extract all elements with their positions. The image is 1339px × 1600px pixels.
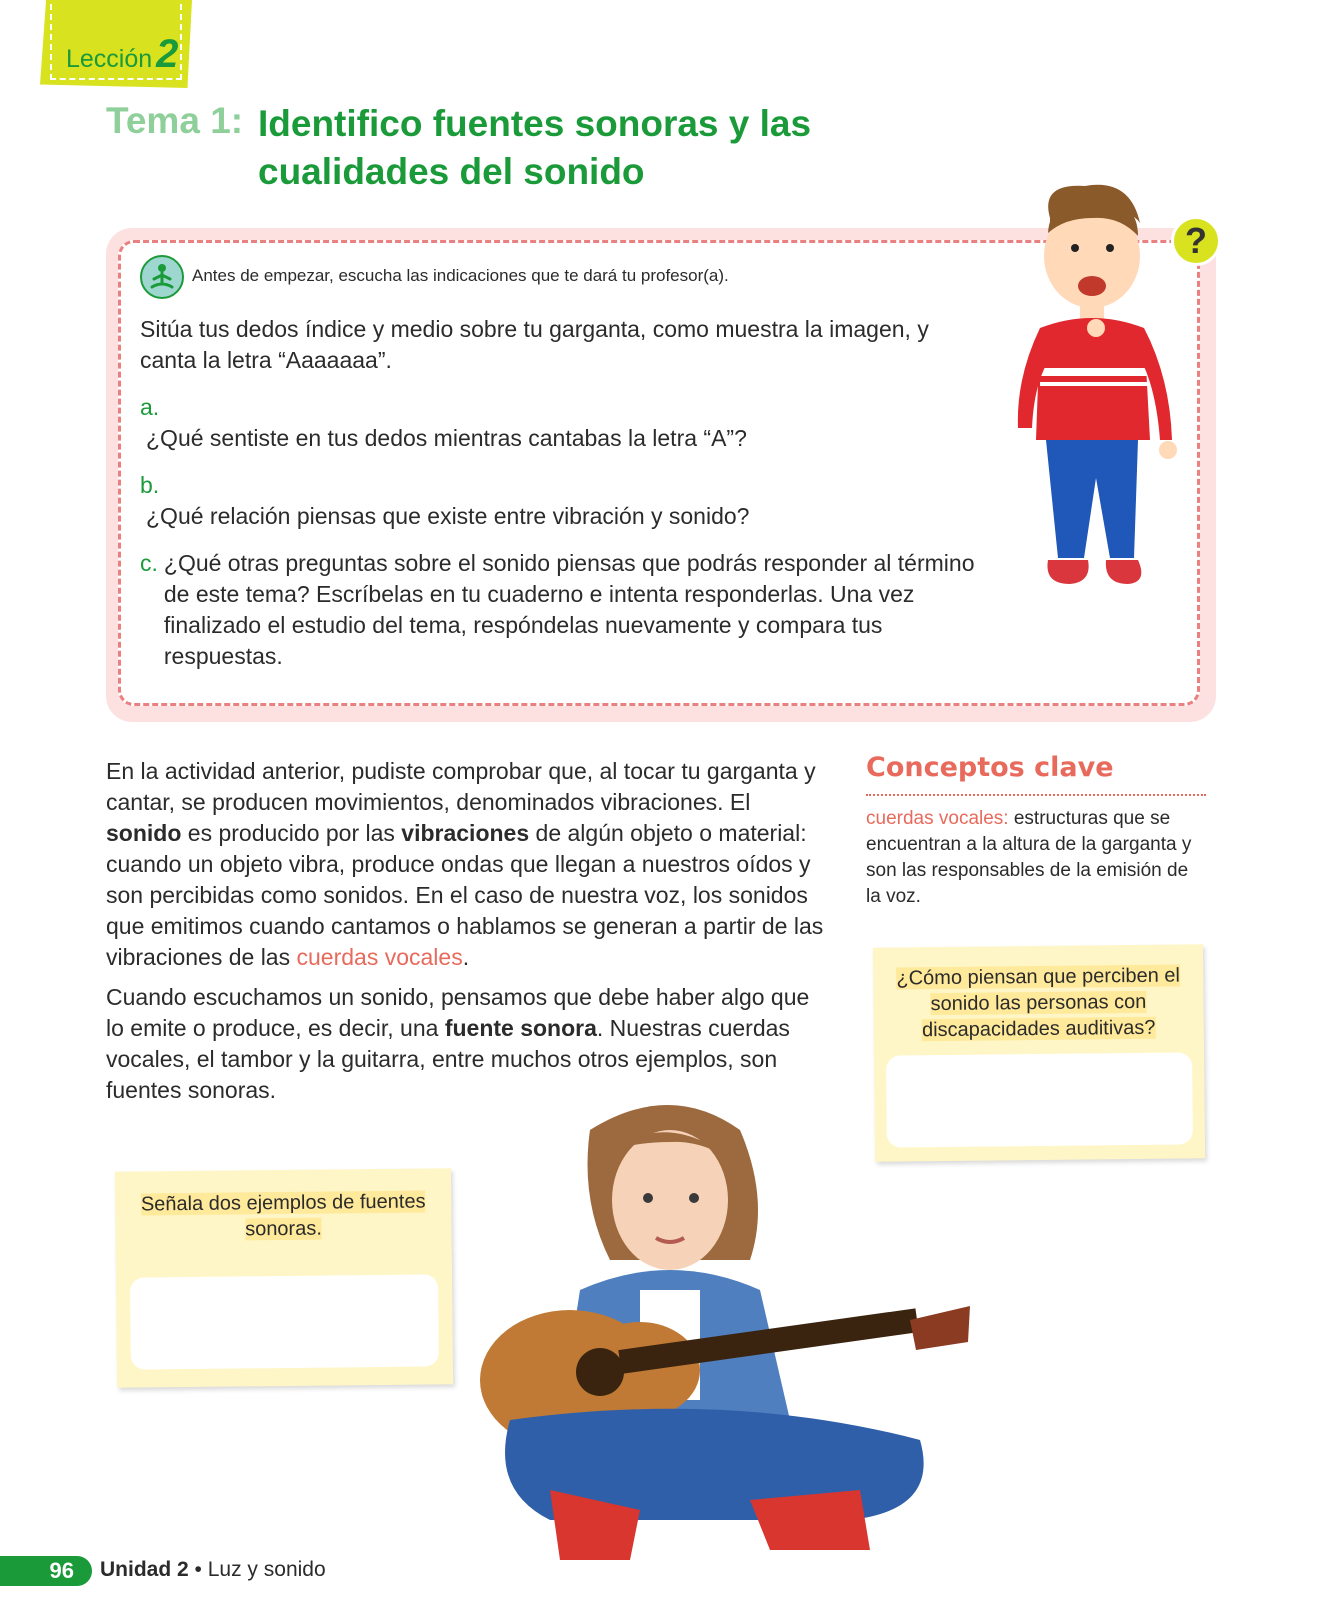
- question-text: ¿Qué relación piensas que existe entre vibración y sonido?: [146, 503, 750, 529]
- key-concepts-title: Conceptos clave: [866, 752, 1114, 783]
- text-run: es producido por las: [181, 820, 402, 846]
- sticky-note-prompt-text: Señala dos ejemplos de fuentes sonoras.: [140, 1190, 426, 1241]
- text-run: En la actividad anterior, pudiste comprobar que, al tocar tu garganta y cantar, se producen movimientos, denominados vibraciones. El: [106, 758, 816, 815]
- sticky-note-prompt: [873, 944, 1204, 1043]
- sticky-note-prompt-text: ¿Cómo piensan que perciben el sonido las personas con discapacidades auditivas?: [896, 964, 1181, 1042]
- question-mark-icon: ?: [1171, 216, 1221, 266]
- keyword-sonido: sonido: [106, 820, 182, 846]
- key-concept-term: cuerdas vocales:: [866, 808, 1009, 829]
- answer-field[interactable]: [130, 1274, 439, 1369]
- meditation-icon: [140, 255, 184, 299]
- body-paragraph-1: [106, 756, 826, 973]
- question-letter: b.: [140, 472, 160, 498]
- question-b: [140, 470, 980, 532]
- boy-illustration: [1010, 178, 1190, 618]
- footer-subject: Luz y sonido: [207, 1558, 326, 1581]
- lesson-label-text: Lección: [66, 45, 153, 73]
- question-letter: c.: [140, 550, 158, 576]
- divider: [866, 794, 1206, 796]
- page-title: Identifico fuentes sonoras y las cualidades del sonido: [258, 103, 812, 192]
- question-letter: a.: [140, 394, 160, 420]
- question-a: [140, 392, 980, 454]
- key-concept-text: estructuras que se encuentran a la altura de la garganta y son las responsables de la emisión de la voz.: [866, 808, 1192, 907]
- question-c: [140, 548, 1000, 672]
- intro-note: Antes de empezar, escucha las indicaciones que te dará tu profesor(a).: [192, 266, 729, 285]
- text-run: . Nuestras cuerdas vocales, el tambor y la guitarra, entre muchos otros ejemplos, son fuentes sonoras.: [106, 1015, 790, 1103]
- lesson-number: 2: [156, 32, 179, 76]
- lesson-label: [66, 32, 178, 77]
- footer-unit: Unidad 2: [100, 1558, 189, 1581]
- text-run: .: [462, 944, 470, 970]
- text-run: de algún objeto o material: cuando un objeto vibra, produce ondas que llegan a nuestros oídos y son percibidas como sonidos. En el caso de nuestra voz, los sonidos que emitimos cuando cantamos o hablamos se generan a partir de las vibraciones de las: [106, 820, 824, 970]
- key-concept-definition: [866, 806, 1206, 910]
- footer-unit-title: [100, 1558, 326, 1582]
- keyword-vibraciones: vibraciones: [401, 820, 530, 846]
- topic-prefix: Tema 1:: [106, 100, 244, 141]
- sticky-note-question: [115, 1168, 453, 1388]
- body-paragraph-2: [106, 982, 826, 1106]
- keyword-fuente-sonora: fuente sonora: [444, 1015, 597, 1041]
- footer-bullet: •: [194, 1558, 202, 1581]
- page-number: 96: [0, 1556, 92, 1586]
- keyword-cuerdas-vocales: cuerdas vocales: [296, 944, 463, 970]
- sticky-note-prompt: [115, 1168, 452, 1244]
- question-text: ¿Qué otras preguntas sobre el sonido piensas que podrás responder al término de este tema? Escríbelas en tu cuaderno e intenta responderlas. Una vez finalizado el estudio del tema, respóndelas nuevamente y compara tus respuestas.: [163, 550, 975, 669]
- girl-with-guitar-illustration: [470, 1090, 1000, 1590]
- text-run: Cuando escuchamos un sonido, pensamos que debe haber algo que lo emite o produce, es decir, una: [106, 984, 810, 1041]
- question-text: ¿Qué sentiste en tus dedos mientras cantabas la letra “A”?: [146, 425, 747, 451]
- activity-instruction: Sitúa tus dedos índice y medio sobre tu garganta, como muestra la imagen, y canta la letra “Aaaaaaa”.: [140, 316, 929, 373]
